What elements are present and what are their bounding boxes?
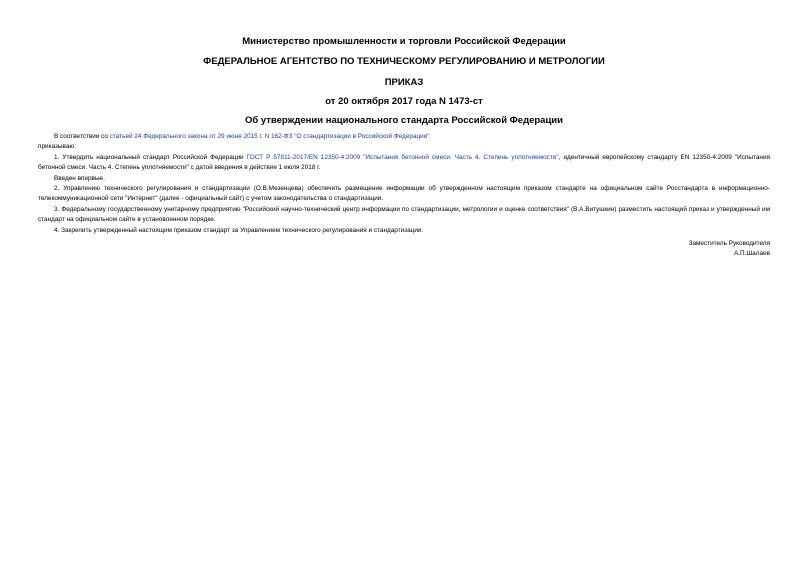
- orders-line: приказываю:: [38, 143, 76, 151]
- ministry-title: Министерство промышленности и торговли Российской Федерации: [242, 36, 566, 47]
- document-subject: Об утверждении национального стандарта Российской Федерации: [244, 115, 563, 126]
- document-type: ПРИКАЗ: [384, 77, 424, 88]
- agency-title: ФЕДЕРАЛЬНОЕ АГЕНТСТВО ПО ТЕХНИЧЕСКОМУ РЕГУЛИРОВАНИЮ И МЕТРОЛОГИИ: [203, 56, 605, 67]
- standard-link[interactable]: ГОСТ Р 57811-2017/EN 12350-4:2009 "Испытания бетонной смеси. Часть 4. Степень уплотняемости": [246, 153, 559, 161]
- item-1-paragraph: [38, 153, 770, 174]
- signatory-position: Заместитель Руководителя: [688, 240, 770, 248]
- preamble-prefix: В соответствии со: [54, 133, 110, 140]
- document-body: [38, 132, 770, 260]
- preamble-paragraph: [38, 132, 770, 142]
- document-date-number: от 20 октября 2017 года N 1473-ст: [325, 96, 483, 107]
- signatory-name: А.П.Шалаев: [733, 250, 770, 258]
- law-link[interactable]: статьей 24 Федерального закона от 29 июня 2015 г. N 162-ФЗ "О стандартизации в Российской Федерации": [109, 133, 430, 140]
- item-2-paragraph: 2. Управлению технического регулирования и стандартизации (О.В.Мезенцева) обеспечить размещение информации об утвержденном настоящим приказом стандарте на официальном сайте Росстандарта в информационно-телекоммуникационной сети "Интернет" (далее - официальный сайт) с учетом законодательства о стандартизации.: [38, 185, 770, 203]
- item-3-paragraph: 3. Федеральному государственному унитарному предприятию "Российский научно-технический центр информации по стандартизации, метрологии и оценке соответствия" (В.А.Витушкин) разместить настоящий приказ и утвержденный им стандарт на официальном сайте в установленном порядке.: [38, 205, 770, 224]
- item-1-prefix: 1. Утвердить национальный стандарт Российской Федерации: [54, 153, 247, 161]
- item-1-suffix: , идентичный европейскому стандарту EN 12350-4:2009 "Испытания бетонной смеси. Часть 4. Степень уплотняемости" с датой введения в действие 1 июля 2018 г.: [38, 153, 770, 172]
- first-introduced-note: Введен впервые.: [54, 174, 105, 182]
- item-4-paragraph: 4. Закрепить утвержденный настоящим приказом стандарт за Управлением технического регулирования и стандартизации.: [54, 226, 424, 234]
